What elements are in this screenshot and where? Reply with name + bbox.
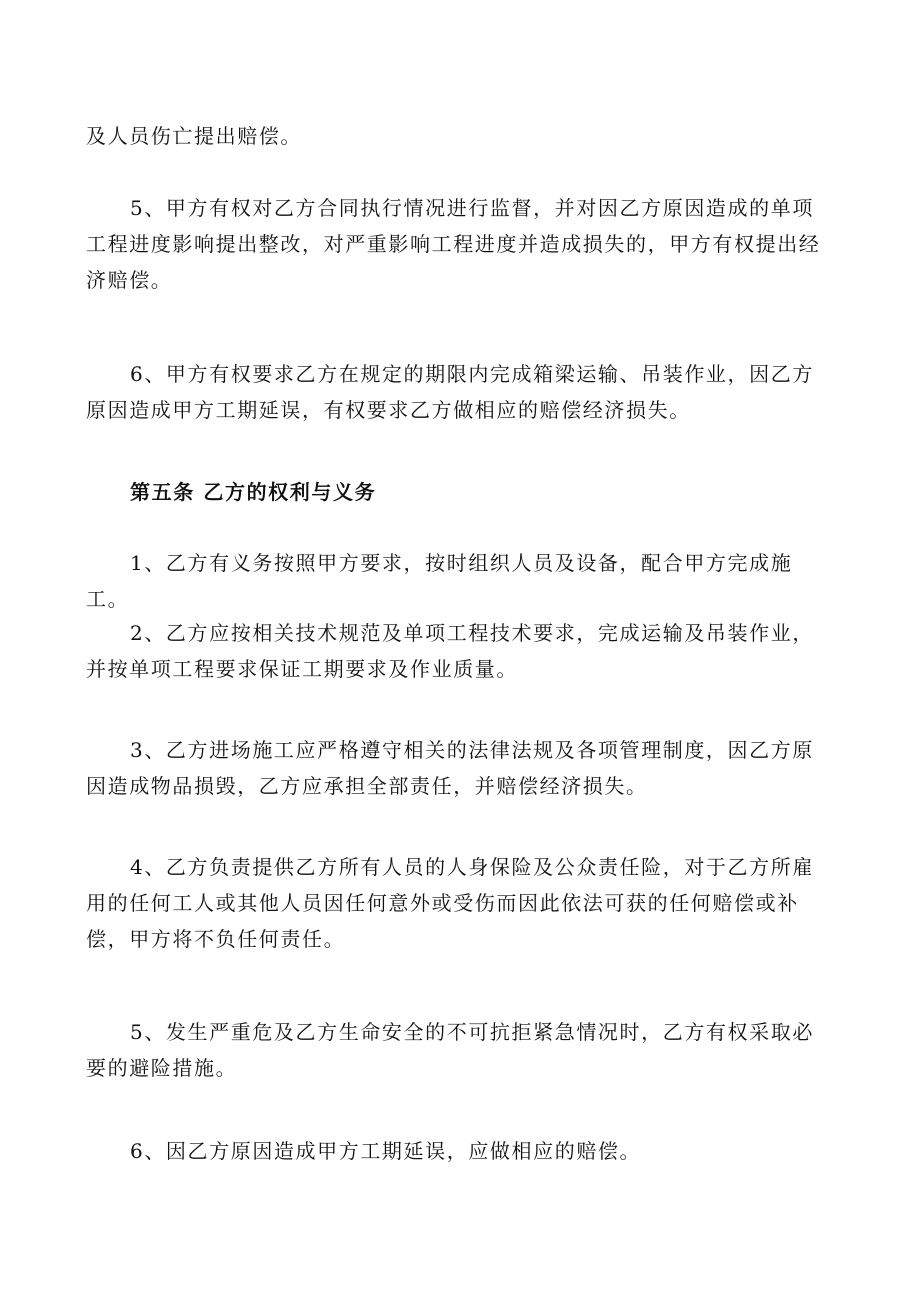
clause-2-party-b-standards: 2、乙方应按相关技术规范及单项工程技术要求，完成运输及吊装作业，并按单项工程要求保证工期要求及作业质量。: [86, 621, 814, 681]
article-5-heading: 第五条 乙方的权利与义务: [130, 480, 377, 504]
clause-3-party-b-compliance: 3、乙方进场施工应严格遵守相关的法律法规及各项管理制度，因乙方原因造成物品损毁，乙方应承担全部责任，并赔偿经济损失。: [86, 738, 814, 798]
clause-5-party-a-supervision: 5、甲方有权对乙方合同执行情况进行监督，并对因乙方原因造成的单项工程进度影响提出整改，对严重影响工程进度并造成损失的，甲方有权提出经济赔偿。: [86, 196, 821, 292]
clause-1-party-b-obligation: 1、乙方有义务按照甲方要求，按时组织人员及设备，配合甲方完成施工。: [86, 551, 793, 611]
clause-4-party-b-insurance: 4、乙方负责提供乙方所有人员的人身保险及公众责任险，对于乙方所雇用的任何工人或其他人员因任何意外或受伤而因此依法可获的任何赔偿或补偿，甲方将不负任何责任。: [86, 855, 814, 951]
clause-6-party-a-deadline: 6、甲方有权要求乙方在规定的期限内完成箱梁运输、吊装作业，因乙方原因造成甲方工期延误，有权要求乙方做相应的赔偿经济损失。: [86, 362, 814, 422]
clause-6-party-b-compensation: 6、因乙方原因造成甲方工期延误，应做相应的赔偿。: [130, 1139, 642, 1163]
clause-5-party-b-safety: 5、发生严重危及乙方生命安全的不可抗拒紧急情况时，乙方有权采取必要的避险措施。: [86, 1020, 814, 1080]
paragraph-continuation: 及人员伤亡提出赔偿。: [86, 124, 302, 148]
